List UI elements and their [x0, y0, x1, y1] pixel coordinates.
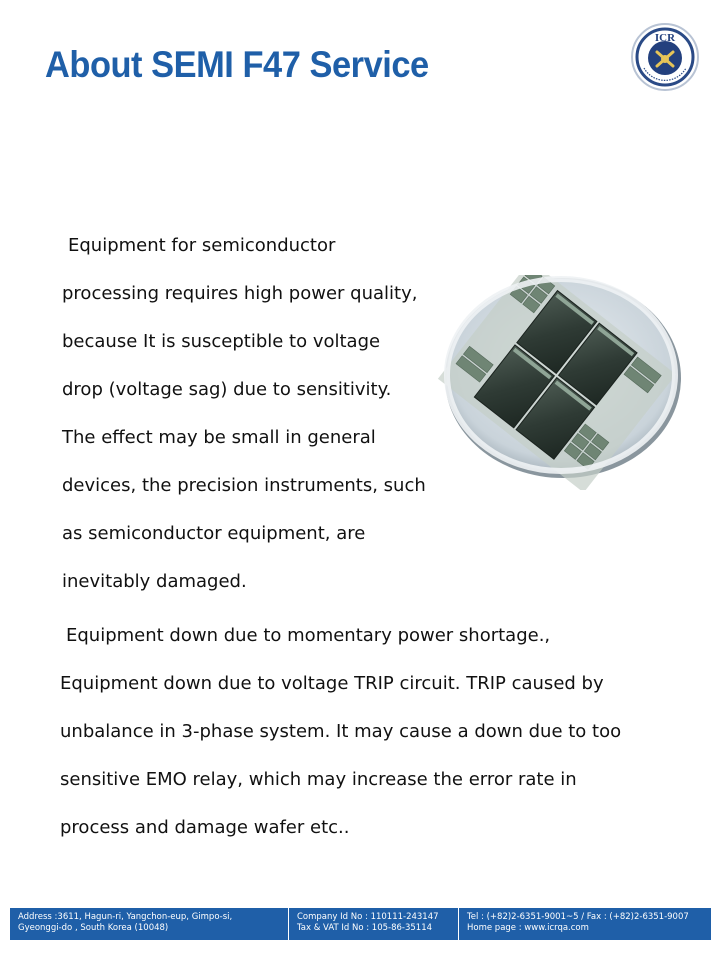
text-line: process and damage wafer etc..	[60, 817, 350, 838]
text-line: as semiconductor equipment, are	[62, 523, 366, 544]
semiconductor-wafer-image	[425, 275, 685, 490]
paragraph-equipment-sensitivity	[62, 222, 426, 606]
text-line: Equipment for semiconductor	[68, 235, 336, 256]
paragraph-equipment-down-causes	[60, 612, 660, 852]
text-line: processing requires high power quality,	[62, 283, 418, 304]
text-line: because It is susceptible to voltage	[62, 331, 381, 352]
text-line: Equipment down due to momentary power shortage.,	[66, 625, 551, 646]
svg-text:ICR: ICR	[654, 32, 676, 44]
footer-bar	[10, 908, 711, 940]
homepage-link[interactable]: Home page : www.icrqa.com	[467, 923, 589, 933]
text-line: devices, the precision instruments, such	[62, 475, 426, 496]
footer-address	[10, 908, 288, 940]
text-line: unbalance in 3-phase system. It may cause a down due to too	[60, 721, 622, 742]
text-line: sensitive EMO relay, which may increase the error rate in	[60, 769, 577, 790]
text-line: Equipment down due to voltage TRIP circuit. TRIP caused by	[60, 673, 604, 694]
tel-fax: Tel : (+82)2-6351-9001~5 / Fax : (+82)2-6351-9007	[467, 912, 689, 922]
page-title: About SEMI F47 Service	[45, 44, 429, 85]
company-id: Company Id No : 110111-243147	[297, 912, 439, 922]
text-line: inevitably damaged.	[62, 571, 247, 592]
icr-logo	[630, 22, 700, 92]
text-line: The effect may be small in general	[62, 427, 376, 448]
text-line: drop (voltage sag) due to sensitivity.	[62, 379, 392, 400]
tax-id: Tax & VAT Id No : 105-86-35114	[297, 923, 433, 933]
footer-company-ids	[288, 908, 458, 940]
footer-contact	[458, 908, 711, 940]
address-line: Gyeonggi-do , South Korea (10048)	[18, 923, 169, 933]
address-line: Address :3611, Hagun-ri, Yangchon-eup, Gimpo-si,	[18, 912, 233, 922]
